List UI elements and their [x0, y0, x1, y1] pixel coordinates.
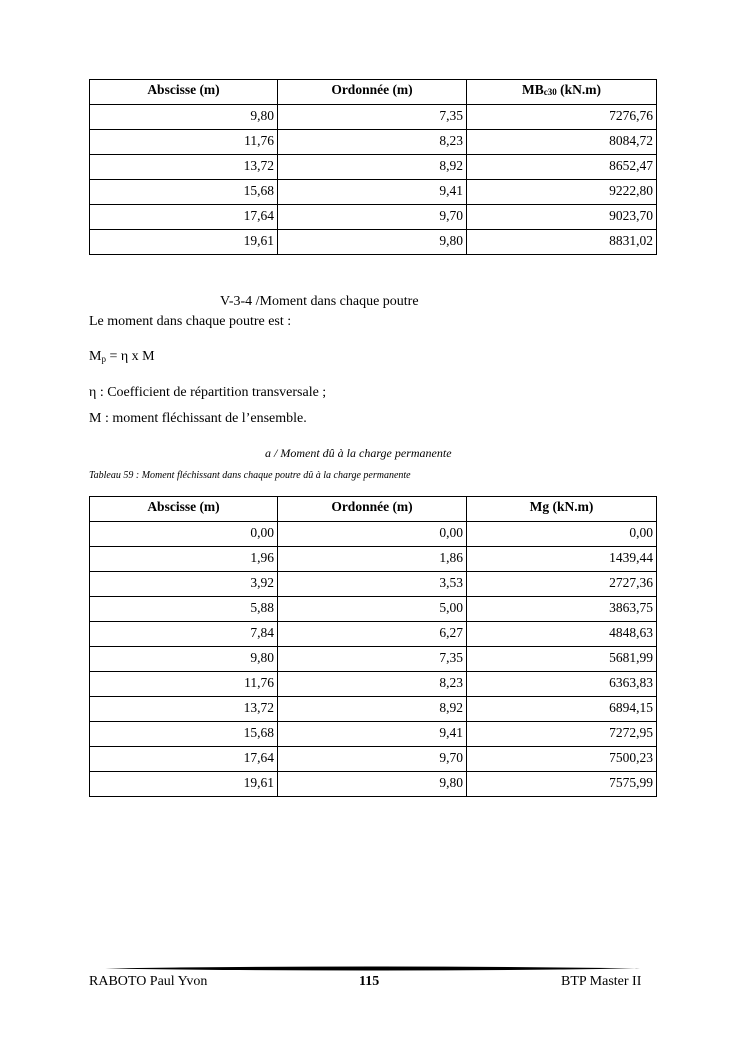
table-row: [90, 155, 657, 180]
mbc30-header: [467, 80, 657, 105]
abscisse-cell: 15,68: [90, 180, 278, 205]
table-row: [90, 597, 657, 622]
moment-cell: 7500,23: [467, 747, 657, 772]
table-row: [90, 205, 657, 230]
moment-cell: 0,00: [467, 522, 657, 547]
table-header-row: [90, 80, 657, 105]
formula-rhs: = η x M: [105, 349, 155, 364]
table-row: [90, 722, 657, 747]
abscisse-cell: 11,76: [90, 672, 278, 697]
mbc30-header-subscript: c30: [543, 87, 557, 97]
footer-author: RABOTO Paul Yvon: [89, 974, 208, 989]
page-number: 115: [359, 974, 380, 989]
ordonnee-cell: 3,53: [278, 572, 467, 597]
moment-cell: 9023,70: [467, 205, 657, 230]
table-row: [90, 772, 657, 797]
moment-cell: 3863,75: [467, 597, 657, 622]
table-row: [90, 180, 657, 205]
ordonnee-cell: 9,70: [278, 205, 467, 230]
mbc30-header-unit: (kN.m): [556, 82, 601, 97]
moment-cell: 9222,80: [467, 180, 657, 205]
table-row: [90, 697, 657, 722]
ordonnee-cell: 9,70: [278, 747, 467, 772]
table-row: [90, 647, 657, 672]
abscisse-cell: 9,80: [90, 105, 278, 130]
moment-cell: 4848,63: [467, 622, 657, 647]
abscisse-cell: 0,00: [90, 522, 278, 547]
ordonnee-cell: 9,41: [278, 180, 467, 205]
intro-paragraph: Le moment dans chaque poutre est :: [89, 314, 292, 329]
table-caption: Tableau 59 : Moment fléchissant dans chaque poutre dû à la charge permanente: [89, 470, 411, 481]
abscisse-cell: 11,76: [90, 130, 278, 155]
formula-lhs: M: [89, 349, 102, 364]
abscisse-cell: 1,96: [90, 547, 278, 572]
moment-cell: 1439,44: [467, 547, 657, 572]
moment-cell: 8831,02: [467, 230, 657, 255]
abscisse-cell: 3,92: [90, 572, 278, 597]
subsection-heading: a / Moment dû à la charge permanente: [265, 446, 452, 460]
moment-cell: 2727,36: [467, 572, 657, 597]
ordonnee-cell: 8,23: [278, 672, 467, 697]
ordonnee-cell: 1,86: [278, 547, 467, 572]
footer-divider: [105, 966, 640, 971]
table-row: [90, 672, 657, 697]
table-header-row: [90, 497, 657, 522]
abscisse-cell: 19,61: [90, 230, 278, 255]
abscisse-cell: 19,61: [90, 772, 278, 797]
abscisse-cell: 13,72: [90, 155, 278, 180]
abscisse-cell: 17,64: [90, 205, 278, 230]
abscisse-header: Abscisse (m): [90, 80, 278, 105]
formula-subscript: p: [101, 354, 106, 364]
moment-cell: 5681,99: [467, 647, 657, 672]
table-row: [90, 547, 657, 572]
moment-cell: 7575,99: [467, 772, 657, 797]
abscisse-cell: 9,80: [90, 647, 278, 672]
moment-formula: [89, 349, 155, 365]
ordonnee-cell: 9,80: [278, 230, 467, 255]
ordonnee-cell: 9,41: [278, 722, 467, 747]
ordonnee-cell: 7,35: [278, 647, 467, 672]
section-title: V-3-4 /Moment dans chaque poutre: [220, 294, 419, 309]
table-row: [90, 522, 657, 547]
abscisse-cell: 17,64: [90, 747, 278, 772]
ordonnee-cell: 6,27: [278, 622, 467, 647]
mbc30-header-main: MB: [522, 82, 544, 97]
ordonnee-cell: 9,80: [278, 772, 467, 797]
abscisse-cell: 5,88: [90, 597, 278, 622]
table-row: [90, 105, 657, 130]
moment-mbc30-table: [89, 79, 657, 255]
ordonnee-cell: 7,35: [278, 105, 467, 130]
ordonnee-cell: 8,92: [278, 697, 467, 722]
table-row: [90, 130, 657, 155]
ordonnee-header: Ordonnée (m): [278, 80, 467, 105]
ordonnee-cell: 8,92: [278, 155, 467, 180]
abscisse-header: Abscisse (m): [90, 497, 278, 522]
mg-header: Mg (kN.m): [467, 497, 657, 522]
moment-mg-table: [89, 496, 657, 797]
ordonnee-cell: 5,00: [278, 597, 467, 622]
moment-cell: 7272,95: [467, 722, 657, 747]
moment-cell: 8084,72: [467, 130, 657, 155]
eta-definition: η : Coefficient de répartition transversale ;: [89, 385, 327, 400]
moment-cell: 8652,47: [467, 155, 657, 180]
moment-cell: 6363,83: [467, 672, 657, 697]
ordonnee-cell: 0,00: [278, 522, 467, 547]
table-row: [90, 230, 657, 255]
abscisse-cell: 13,72: [90, 697, 278, 722]
m-definition: M : moment fléchissant de l’ensemble.: [89, 411, 307, 426]
ordonnee-header: Ordonnée (m): [278, 497, 467, 522]
table-row: [90, 747, 657, 772]
abscisse-cell: 7,84: [90, 622, 278, 647]
abscisse-cell: 15,68: [90, 722, 278, 747]
moment-cell: 7276,76: [467, 105, 657, 130]
ordonnee-cell: 8,23: [278, 130, 467, 155]
footer-program: BTP Master II: [561, 974, 642, 989]
table-row: [90, 622, 657, 647]
table-row: [90, 572, 657, 597]
moment-cell: 6894,15: [467, 697, 657, 722]
